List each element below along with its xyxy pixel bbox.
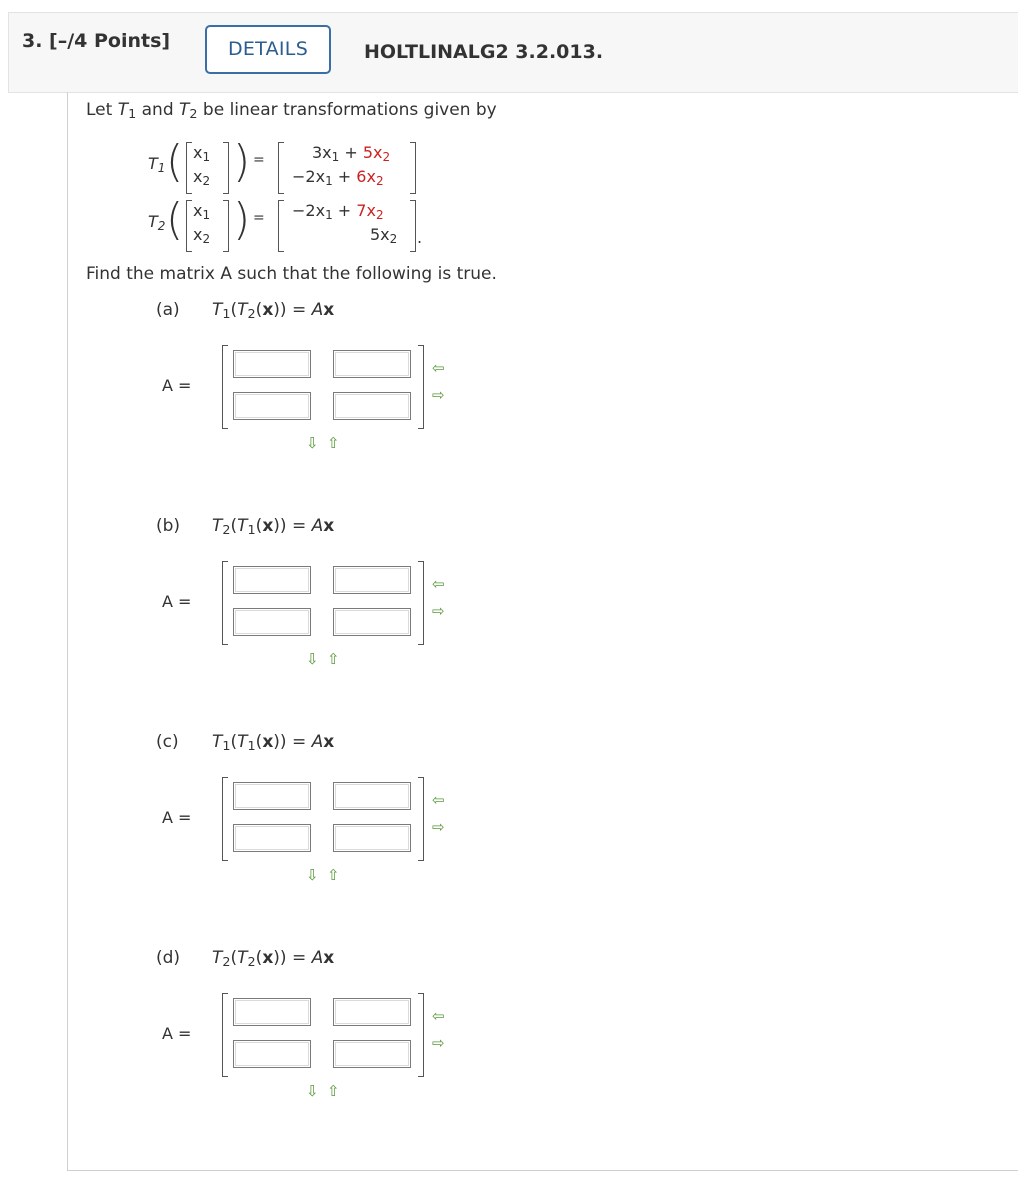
matrix-entry-r1c2[interactable]	[333, 350, 411, 378]
arrow-down-icon[interactable]: ⇩	[306, 866, 319, 884]
matrix-entry-r2c2[interactable]	[333, 1040, 411, 1068]
matrix-right-bracket	[418, 561, 424, 645]
matrix-entry-r2c1[interactable]	[233, 608, 311, 636]
matrix-left-bracket	[222, 561, 228, 645]
matrix-entry-r2c2[interactable]	[333, 608, 411, 636]
matrix-left-bracket	[222, 993, 228, 1077]
part-equation: $T_2(T_1(x)) = Ax$	[212, 516, 335, 539]
arrow-left-icon[interactable]: ⇦	[432, 575, 445, 593]
matrix-entry-r2c2[interactable]	[333, 824, 411, 852]
part-label: (b)	[156, 516, 181, 536]
matrix-right-bracket	[418, 345, 424, 429]
part-label: (c)	[156, 732, 179, 752]
find-instruction: Find the matrix A such that the following is true.	[86, 264, 497, 284]
arrow-left-icon[interactable]: ⇦	[432, 359, 445, 377]
arrow-up-icon[interactable]: ⇧	[327, 1082, 340, 1100]
arrow-up-icon[interactable]: ⇧	[327, 866, 340, 884]
part-equation: $T_1(T_1(x)) = Ax$	[212, 732, 335, 755]
arrow-right-icon[interactable]: ⇨	[432, 1034, 445, 1052]
part-equation: $T_1(T_2(x)) = Ax$	[212, 300, 335, 323]
a-label: A =	[162, 376, 192, 395]
arrow-right-icon[interactable]: ⇨	[432, 386, 445, 404]
part-equation: $T_2(T_2(x)) = Ax$	[212, 948, 335, 971]
part-label: (a)	[156, 300, 180, 320]
matrix-entry-r2c1[interactable]	[233, 392, 311, 420]
matrix-left-bracket	[222, 777, 228, 861]
intro-text: Let $T_1$ and $T_2$ be linear transformations given by	[86, 100, 497, 123]
arrow-down-icon[interactable]: ⇩	[306, 1082, 319, 1100]
matrix-entry-r1c2[interactable]	[333, 998, 411, 1026]
matrix-right-bracket	[418, 777, 424, 861]
course-code: HOLTLINALG2 3.2.013.	[364, 41, 604, 63]
arrow-right-icon[interactable]: ⇨	[432, 818, 445, 836]
matrix-left-bracket	[222, 345, 228, 429]
arrow-down-icon[interactable]: ⇩	[306, 650, 319, 668]
a-label: A =	[162, 592, 192, 611]
matrix-entry-r2c2[interactable]	[333, 392, 411, 420]
matrix-entry-r1c1[interactable]	[233, 350, 311, 378]
arrow-left-icon[interactable]: ⇦	[432, 1007, 445, 1025]
arrow-right-icon[interactable]: ⇨	[432, 602, 445, 620]
arrow-up-icon[interactable]: ⇧	[327, 650, 340, 668]
arrow-left-icon[interactable]: ⇦	[432, 791, 445, 809]
details-button[interactable]: DETAILS	[205, 25, 331, 74]
matrix-entry-r1c2[interactable]	[333, 782, 411, 810]
matrix-right-bracket	[418, 993, 424, 1077]
matrix-entry-r2c1[interactable]	[233, 824, 311, 852]
a-label: A =	[162, 1024, 192, 1043]
matrix-entry-r1c1[interactable]	[233, 782, 311, 810]
matrix-entry-r1c1[interactable]	[233, 566, 311, 594]
a-label: A =	[162, 808, 192, 827]
question-points: 3. [–/4 Points]	[22, 30, 171, 52]
part-label: (d)	[156, 948, 181, 968]
arrow-up-icon[interactable]: ⇧	[327, 434, 340, 452]
matrix-entry-r1c2[interactable]	[333, 566, 411, 594]
matrix-entry-r1c1[interactable]	[233, 998, 311, 1026]
question-body	[67, 92, 1018, 1171]
matrix-entry-r2c1[interactable]	[233, 1040, 311, 1068]
arrow-down-icon[interactable]: ⇩	[306, 434, 319, 452]
